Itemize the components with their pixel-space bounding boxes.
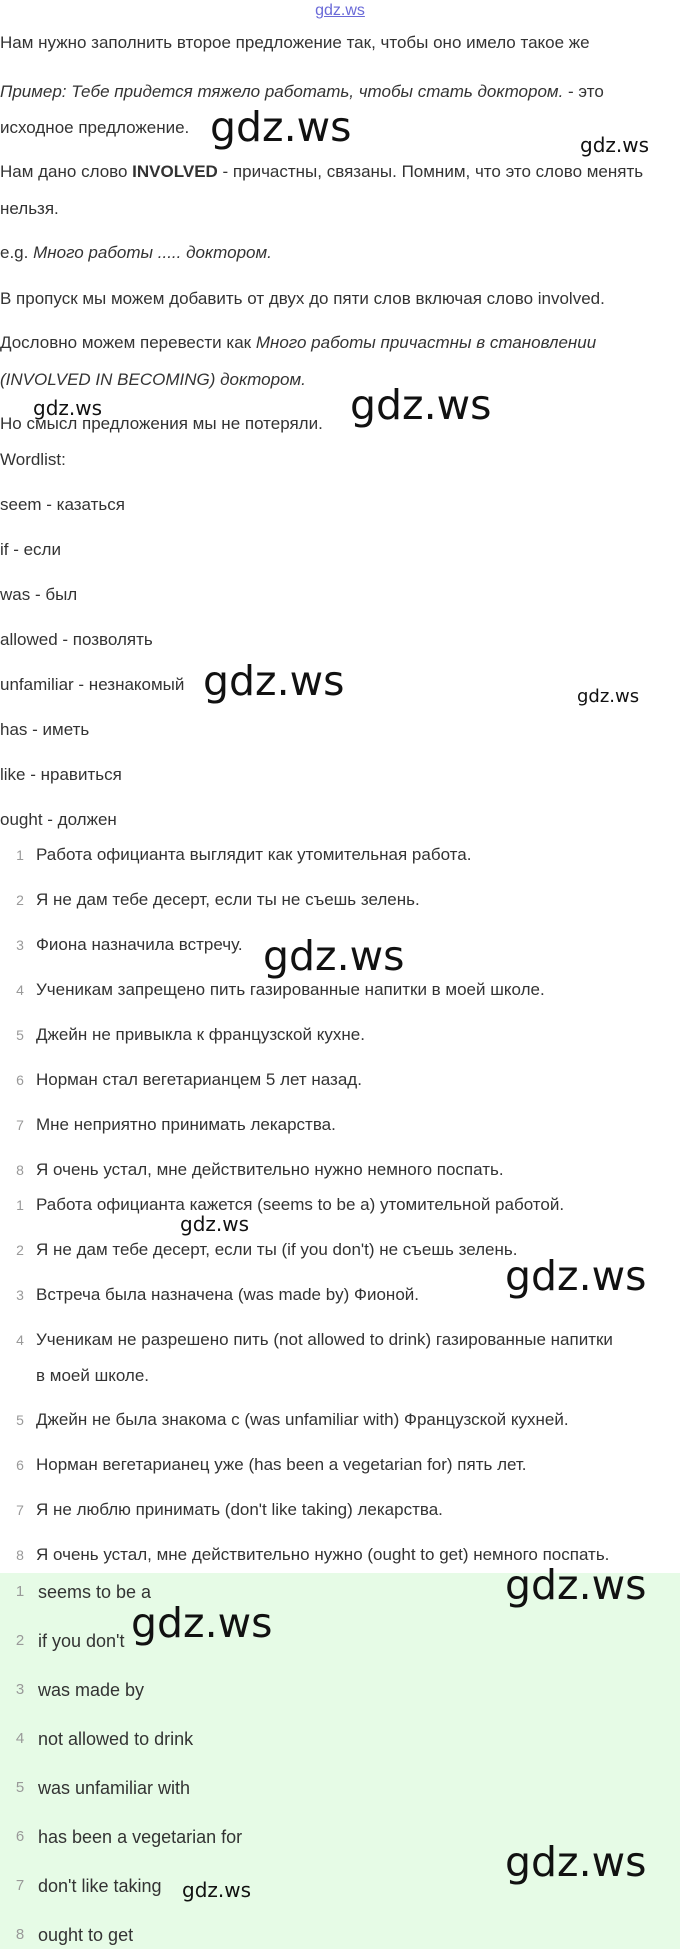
wordlist-item: ought - должен	[0, 810, 117, 829]
answer-item: has been a vegetarian for	[38, 1827, 243, 1847]
wordlist-item: if - если	[0, 540, 61, 559]
answer-number: 5	[15, 1779, 25, 1796]
translate-line2: (INVOLVED IN BECOMING) доктором.	[0, 370, 306, 389]
watermark: gdz.ws	[182, 1878, 252, 1902]
list-number: 5	[16, 1027, 24, 1043]
explained-item-continuation: в моей школе.	[36, 1366, 150, 1385]
answer-number: 7	[15, 1877, 25, 1894]
explained-item: Встреча была назначена (was made by) Фионой.	[36, 1285, 419, 1304]
translation-item: Я очень устал, мне действительно нужно немного поспать.	[36, 1160, 504, 1179]
answer-item: don't like taking	[38, 1876, 162, 1896]
watermark: gdz.ws	[505, 1561, 647, 1609]
given-word: INVOLVED	[132, 162, 218, 181]
list-number: 8	[16, 1162, 24, 1178]
example-label: Пример: Тебе придется тяжело работать, чтобы стать доктором.	[0, 82, 564, 101]
translation-note	[0, 332, 596, 354]
watermark: gdz.ws	[580, 133, 650, 157]
explained-item: Ученикам не разрешено пить (not allowed to drink) газированные напитки	[36, 1330, 613, 1349]
watermark: gdz.ws	[131, 1599, 273, 1647]
watermark: gdz.ws	[33, 396, 103, 420]
translation-item: Мне неприятно принимать лекарства.	[36, 1115, 336, 1134]
list-number: 6	[16, 1457, 24, 1473]
intro-line: нельзя.	[0, 199, 59, 218]
list-number: 3	[16, 1287, 24, 1303]
answer-number: 8	[15, 1926, 25, 1943]
watermark: gdz.ws	[203, 657, 345, 705]
watermark: gdz.ws	[180, 1212, 250, 1236]
given-word-line	[0, 161, 643, 183]
site-logo[interactable]: gdz.ws	[315, 2, 365, 19]
wordlist-item: was - был	[0, 585, 78, 604]
wordlist-item: like - нравиться	[0, 765, 122, 784]
example-tail: - это	[563, 82, 604, 101]
explained-item: Норман вегетарианец уже (has been a vegetarian for) пять лет.	[36, 1455, 527, 1474]
watermark: gdz.ws	[263, 932, 405, 980]
answer-item: was unfamiliar with	[38, 1778, 191, 1798]
list-number: 1	[16, 847, 24, 863]
explained-item: Джейн не была знакома с (was unfamiliar with) Французской кухней.	[36, 1410, 569, 1429]
list-number: 1	[16, 1197, 24, 1213]
answer-item: was made by	[38, 1680, 145, 1700]
gap-note: В пропуск мы можем добавить от двух до пяти слов включая слово involved.	[0, 289, 605, 308]
wordlist-item: allowed - позволять	[0, 630, 153, 649]
wordlist-title: Wordlist:	[0, 450, 66, 469]
meaning-note: Но смысл предложения мы не потеряли.	[0, 414, 323, 433]
answer-number: 3	[15, 1681, 25, 1698]
wordlist-item: unfamiliar - незнакомый	[0, 675, 185, 694]
translation-item: Джейн не привыкла к французской кухне.	[36, 1025, 365, 1044]
list-number: 7	[16, 1117, 24, 1133]
list-number: 2	[16, 892, 24, 908]
answer-item: seems to be a	[38, 1582, 152, 1602]
watermark: gdz.ws	[210, 103, 352, 151]
watermark: gdz.ws	[350, 381, 492, 429]
wordlist-item: seem - казаться	[0, 495, 125, 514]
explained-item: Я очень устал, мне действительно нужно (ought to get) немного поспать.	[36, 1545, 610, 1564]
translate-italic: Много работы причастны в становлении	[255, 333, 597, 352]
intro-line: исходное предложение.	[0, 118, 190, 137]
translation-note-line2	[0, 369, 306, 391]
list-number: 7	[16, 1502, 24, 1518]
translation-item: Ученикам запрещено пить газированные напитки в моей школе.	[36, 980, 545, 999]
answer-item: ought to get	[38, 1925, 134, 1945]
translate-pre: Дословно можем перевести как	[0, 333, 256, 352]
translation-item: Фиона назначила встречу.	[36, 935, 243, 954]
list-number: 3	[16, 937, 24, 953]
explained-item: Я не дам тебе десерт, если ты (if you don't) не съешь зелень.	[36, 1240, 518, 1259]
given-pre: Нам дано слово	[0, 162, 133, 181]
intro-line: Нам нужно заполнить второе предложение так, чтобы оно имело такое же	[0, 33, 590, 52]
given-post: - причастны, связаны. Помним, что это слово менять	[217, 162, 644, 181]
explained-item: Работа официанта кажется (seems to be a) утомительной работой.	[36, 1195, 565, 1214]
eg-text: Много работы ..... доктором.	[33, 243, 272, 262]
eg-prefix: e.g.	[0, 243, 34, 262]
example-gap	[0, 242, 272, 264]
answer-number: 1	[15, 1583, 25, 1600]
answer-item: if you don't	[38, 1631, 125, 1651]
answer-item: not allowed to drink	[38, 1729, 194, 1749]
translation-item: Работа официанта выглядит как утомительная работа.	[36, 845, 472, 864]
translation-item: Норман стал вегетарианцем 5 лет назад.	[36, 1070, 362, 1089]
list-number: 4	[16, 1332, 24, 1348]
watermark: gdz.ws	[577, 686, 640, 707]
answer-number: 2	[15, 1632, 25, 1649]
list-number: 5	[16, 1412, 24, 1428]
watermark: gdz.ws	[505, 1838, 647, 1886]
wordlist-item: has - иметь	[0, 720, 90, 739]
watermark: gdz.ws	[505, 1252, 647, 1300]
example-sentence	[0, 81, 604, 103]
list-number: 6	[16, 1072, 24, 1088]
answer-number: 6	[15, 1828, 25, 1845]
translation-item: Я не дам тебе десерт, если ты не съешь зелень.	[36, 890, 420, 909]
explained-item: Я не люблю принимать (don't like taking) лекарства.	[36, 1500, 443, 1519]
list-number: 2	[16, 1242, 24, 1258]
list-number: 4	[16, 982, 24, 998]
answer-number: 4	[15, 1730, 25, 1747]
list-number: 8	[16, 1547, 24, 1563]
